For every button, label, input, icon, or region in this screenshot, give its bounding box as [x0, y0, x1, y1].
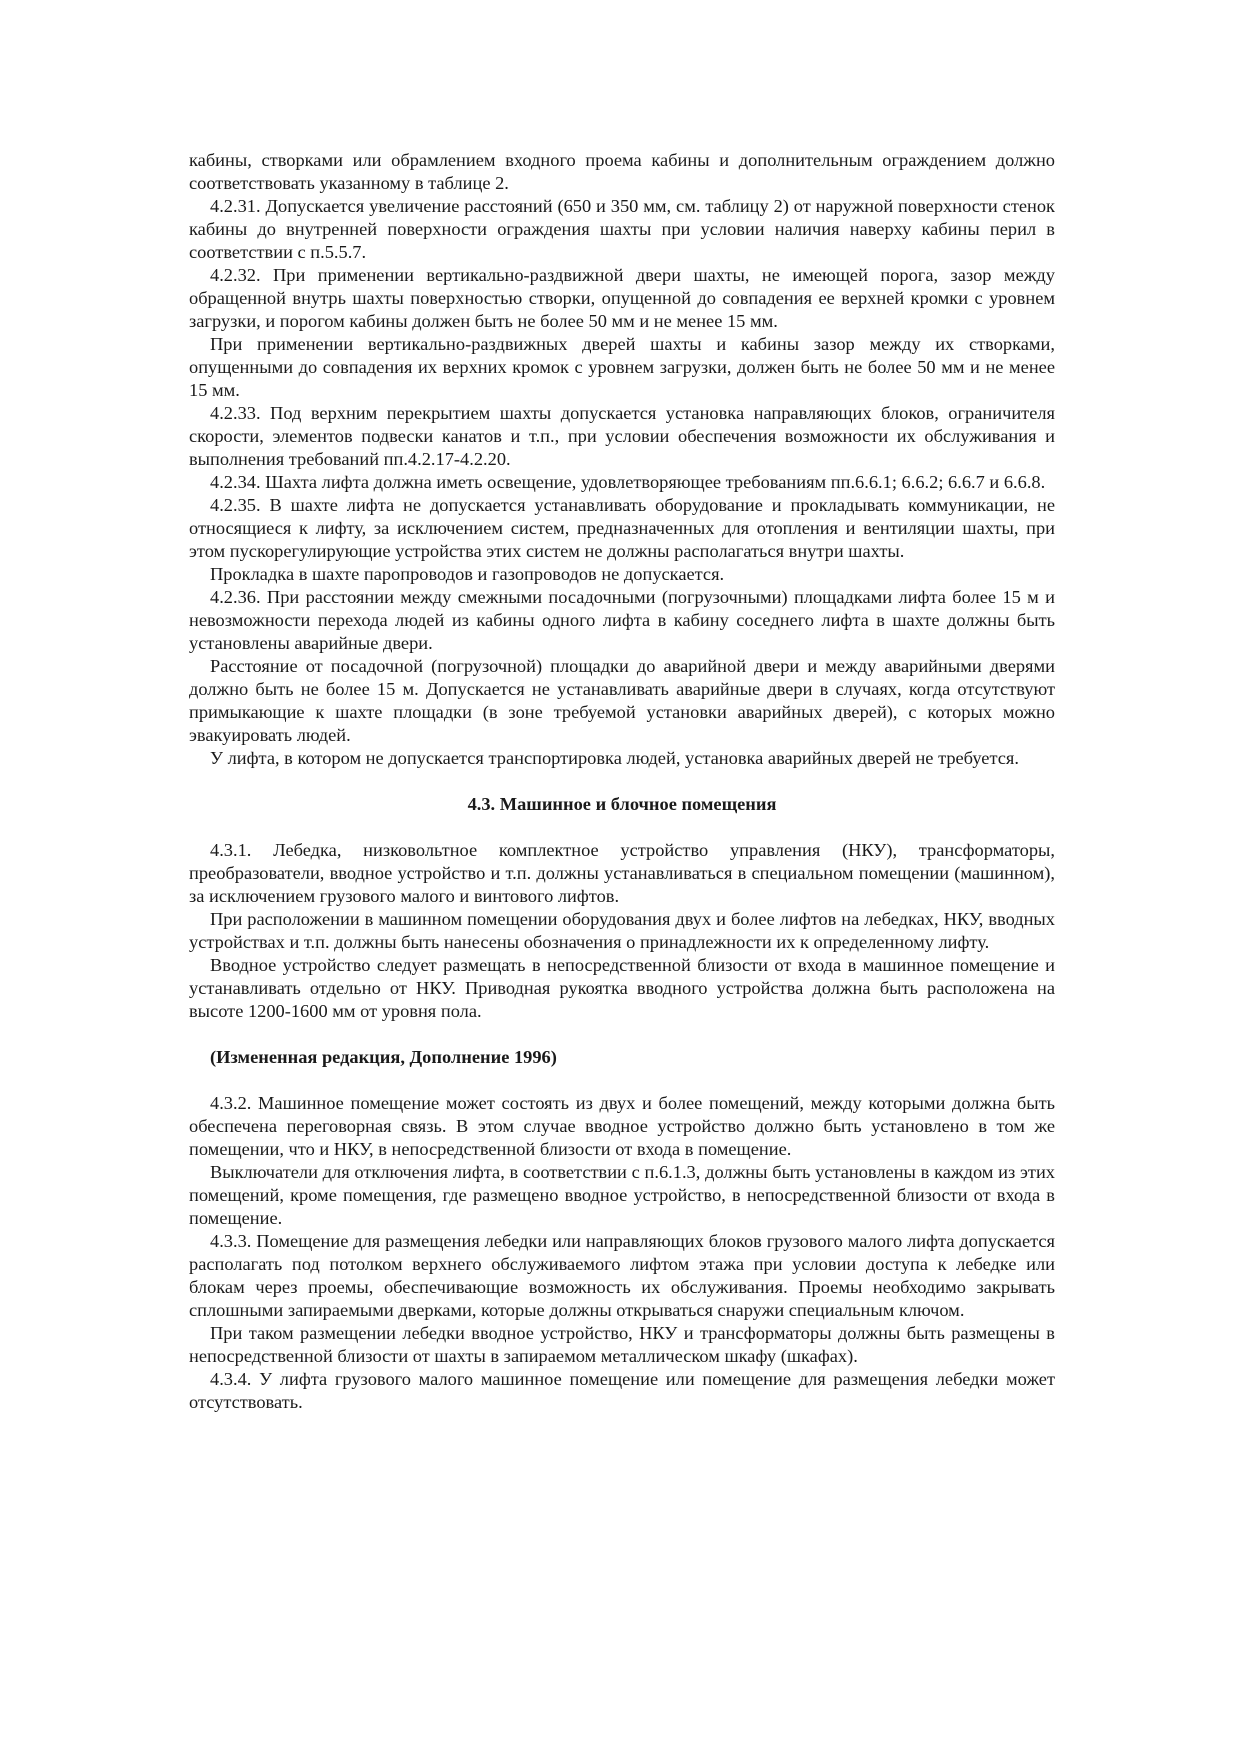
paragraph-4-3-3-cont: При таком размещении лебедки вводное устройство, НКУ и трансформаторы должны быть размещены в непосредственной близости от шахты в запираемом металлическом шкафу (шкафах).: [189, 1323, 1055, 1366]
paragraph-4-2-32: 4.2.32. При применении вертикально-раздвижной двери шахты, не имеющей порога, зазор между обращенной внутрь шахты поверхностью створки, опущенной до совпадения ее верхней кромки с уровнем загрузки, и порогом кабины должен быть не более 50 мм и не менее 15 мм.: [189, 265, 1055, 331]
paragraph-4-2-34: 4.2.34. Шахта лифта должна иметь освещение, удовлетворяющее требованиям пп.6.6.1; 6.6.2; 6.6.7 и 6.6.8.: [210, 472, 1046, 492]
paragraph-4-3-3: 4.3.3. Помещение для размещения лебедки или направляющих блоков грузового малого лифта допускается располагать под потолком верхнего обслуживаемого лифтом этажа при условии доступа к лебедке или блокам через проемы, обеспечивающие возможность их обслуживания. Проемы необходимо закрывать сплошными запираемыми дверками, которые должны открываться снаружи специальным ключом.: [189, 1231, 1055, 1320]
paragraph-4-3-1: 4.3.1. Лебедка, низковольтное комплектное устройство управления (НКУ), трансформаторы, преобразователи, вводное устройство и т.п. должны устанавливаться в специальном помещении (машинном), за исключением грузового малого и винтового лифтов.: [189, 840, 1055, 906]
paragraph-4-3-1-cont: При расположении в машинном помещении оборудования двух и более лифтов на лебедках, НКУ, вводных устройствах и т.п. должны быть нанесены обозначения о принадлежности их к определенному лифту.: [189, 909, 1055, 952]
paragraph-4-2-36: 4.2.36. При расстоянии между смежными посадочными (погрузочными) площадками лифта более 15 м и невозможности перехода людей из кабины одного лифта в кабину соседнего лифта в шахте должны быть установлены аварийные двери.: [189, 587, 1055, 653]
paragraph-4-2-32-cont: При применении вертикально-раздвижных дверей шахты и кабины зазор между их створками, опущенными до совпадения их верхних кромок с уровнем загрузки, должен быть не более 50 мм и не менее 15 мм.: [189, 334, 1055, 400]
paragraph-4-3-2: 4.3.2. Машинное помещение может состоять из двух и более помещений, между которыми должна быть обеспечена переговорная связь. В этом случае вводное устройство должно быть установлено в том же помещении, что и НКУ, в непосредственной близости от входа в помещение.: [189, 1093, 1055, 1159]
document-page: [189, 149, 1055, 1414]
section-title-4-3: 4.3. Машинное и блочное помещения: [467, 794, 777, 814]
paragraph-4-2-36-cont: Расстояние от посадочной (погрузочной) площадки до аварийной двери и между аварийными дверями должно быть не более 15 м. Допускается не устанавливать аварийные двери в случаях, когда отсутствуют примыкающие к шахте площадки (в зоне требуемой установки аварийных дверей), с которых можно эвакуировать людей.: [189, 656, 1055, 745]
paragraph-4-3-4: 4.3.4. У лифта грузового малого машинное помещение или помещение для размещения лебедки может отсутствовать.: [189, 1369, 1055, 1412]
paragraph-continuation: кабины, створками или обрамлением входного проема кабины и дополнительным ограждением должно соответствовать указанному в таблице 2.: [189, 150, 1055, 193]
paragraph-4-2-35: 4.2.35. В шахте лифта не допускается устанавливать оборудование и прокладывать коммуникации, не относящиеся к лифту, за исключением систем, предназначенных для отопления и вентиляции шахты, при этом пускорегулирующие устройства этих систем не должны располагаться внутри шахты.: [189, 495, 1055, 561]
paragraph-4-3-2-cont: Выключатели для отключения лифта, в соответствии с п.6.1.3, должны быть установлены в каждом из этих помещений, кроме помещения, где размещено вводное устройство, в непосредственной близости от входа в помещение.: [189, 1162, 1055, 1228]
paragraph-4-3-1-input-device: Вводное устройство следует размещать в непосредственной близости от входа в машинное помещение и устанавливать отдельно от НКУ. Приводная рукоятка вводного устройства должна быть расположена на высоте 1200-1600 мм от уровня пола.: [189, 955, 1055, 1021]
amendment-note: (Измененная редакция, Дополнение 1996): [210, 1047, 557, 1067]
paragraph-4-2-35-cont: Прокладка в шахте паропроводов и газопроводов не допускается.: [210, 564, 725, 584]
paragraph-4-2-36-note: У лифта, в котором не допускается транспортировка людей, установка аварийных дверей не требуется.: [210, 748, 1019, 768]
paragraph-4-2-31: 4.2.31. Допускается увеличение расстояний (650 и 350 мм, см. таблицу 2) от наружной поверхности стенок кабины до внутренней поверхности ограждения шахты при условии наличия наверху кабины перил в соответствии с п.5.5.7.: [189, 196, 1055, 262]
paragraph-4-2-33: 4.2.33. Под верхним перекрытием шахты допускается установка направляющих блоков, ограничителя скорости, элементов подвески канатов и т.п., при условии обеспечения возможности их обслуживания и выполнения требований пп.4.2.17-4.2.20.: [189, 403, 1055, 469]
